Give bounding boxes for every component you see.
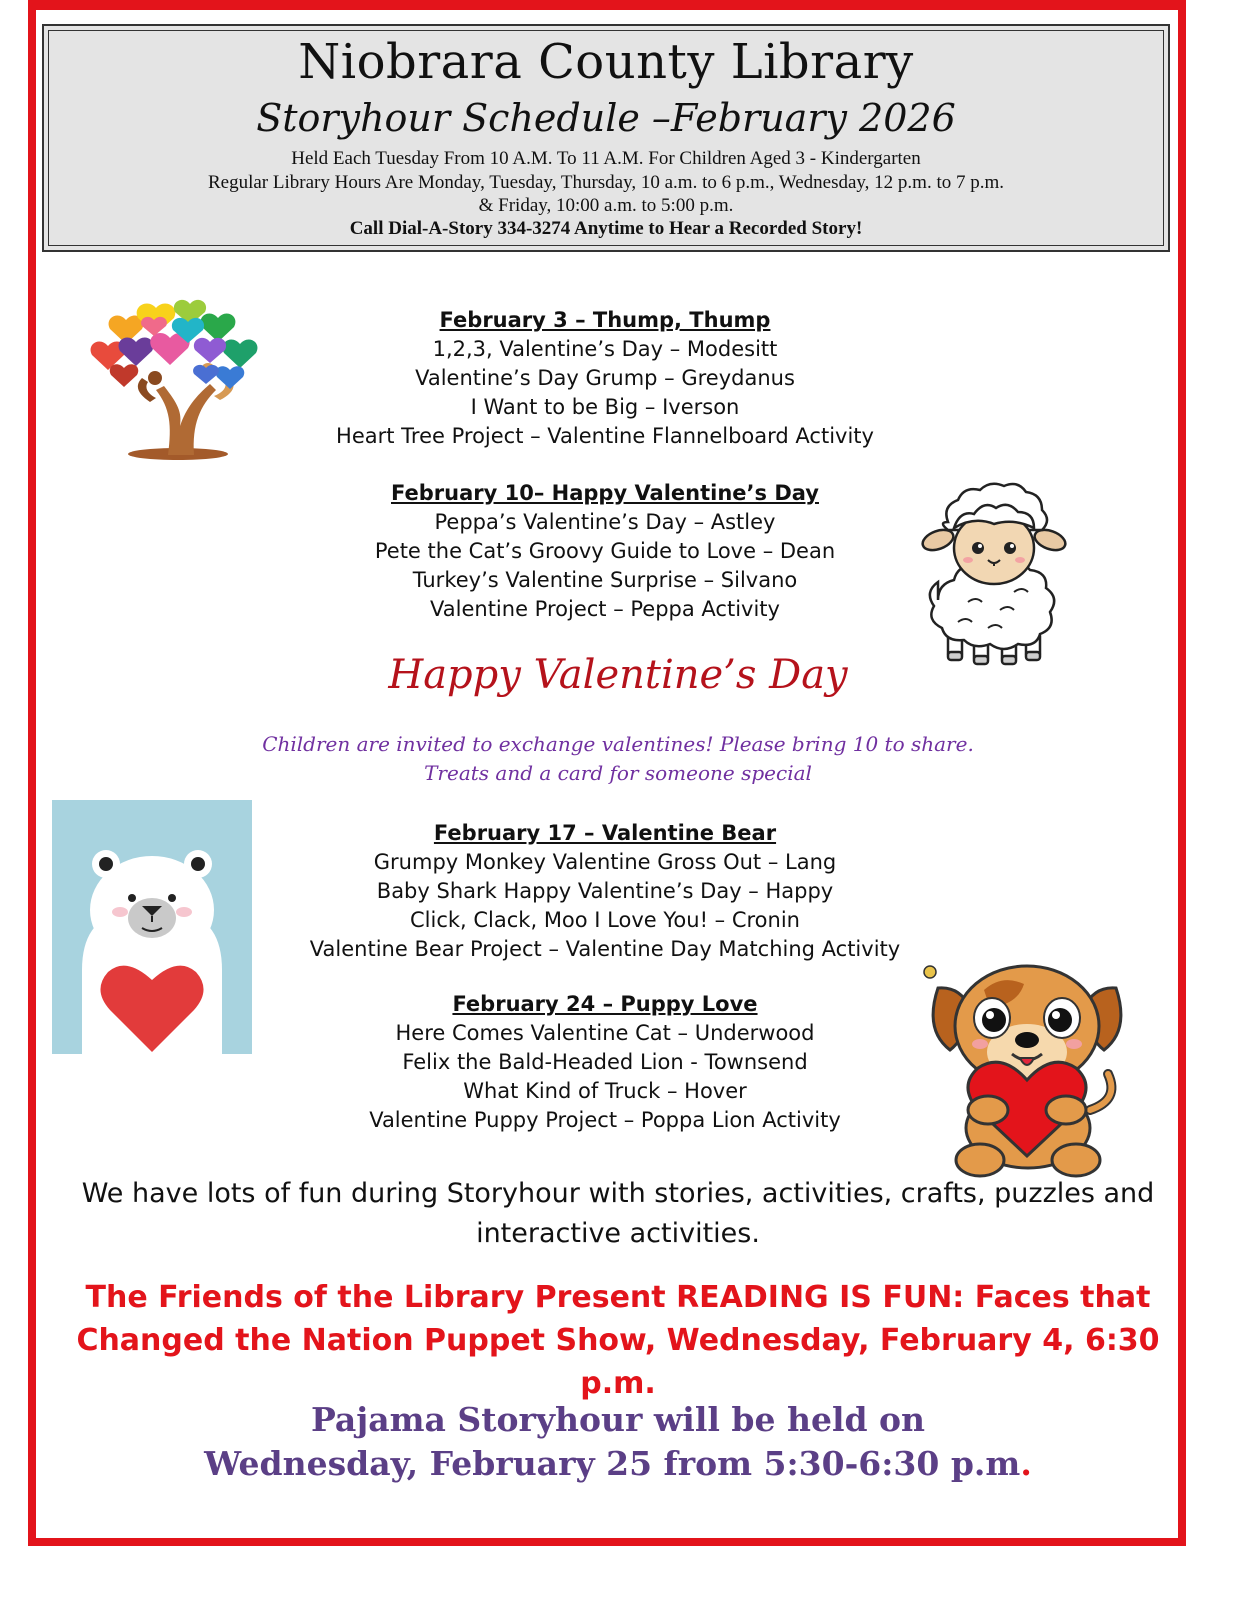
week-item: Baby Shark Happy Valentine’s Day – Happy <box>376 879 834 903</box>
header-line-3: & Friday, 10:00 a.m. to 5:00 p.m. <box>478 195 734 216</box>
friends-puppet-show: The Friends of the Library Present READING IS FUN: Faces that Changed the Nation Puppet Show, Wednesday, February 4, 6:30 p.m. <box>76 1280 1160 1401</box>
week-item: 1,2,3, Valentine’s Day – Modesitt <box>432 337 778 361</box>
week-item: Here Comes Valentine Cat – Underwood <box>395 1021 815 1045</box>
week-item: Peppa’s Valentine’s Day – Astley <box>434 510 776 534</box>
pajama-line-1: Pajama Storyhour will be held on <box>310 1400 926 1439</box>
happy-valentines-heading: Happy Valentine’s Day <box>388 652 848 698</box>
pajama-storyhour <box>40 1398 1196 1486</box>
week-item: I Want to be Big – Iverson <box>470 395 740 419</box>
week-title: February 3 – Thump, Thump <box>439 308 771 332</box>
week-feb-3 <box>250 306 960 451</box>
week-item: Grumpy Monkey Valentine Gross Out – Lang <box>373 850 837 874</box>
pajama-line-2-text: Wednesday, February 25 from 5:30-6:30 p.m <box>204 1444 1021 1483</box>
valentine-invite <box>0 730 1236 788</box>
header-line-1: Held Each Tuesday From 10 A.M. To 11 A.M. For Children Aged 3 - Kindergarten <box>291 148 921 169</box>
sheep-icon <box>918 482 1070 672</box>
week-item: Felix the Bald-Headed Lion - Townsend <box>402 1050 808 1074</box>
polar-bear-icon <box>52 800 252 1054</box>
week-feb-10 <box>250 479 960 624</box>
week-title: February 10– Happy Valentine’s Day <box>391 481 819 505</box>
week-item: Valentine Bear Project – Valentine Day Matching Activity <box>309 937 901 961</box>
pajama-line-2 <box>40 1442 1196 1486</box>
dial-a-story-line: Call Dial-A-Story 334-3274 Anytime to Hear a Recorded Story! <box>349 218 863 239</box>
week-title: February 24 – Puppy Love <box>452 992 758 1016</box>
week-title: February 17 – Valentine Bear <box>433 821 777 845</box>
week-item: What Kind of Truck – Hover <box>463 1079 747 1103</box>
invite-line-2: Treats and a card for someone special <box>424 761 812 785</box>
schedule-title: Storyhour Schedule –February 2026 <box>256 96 956 140</box>
week-feb-24 <box>250 990 960 1135</box>
pajama-end-punct: . <box>1020 1444 1032 1483</box>
invite-line-1: Children are invited to exchange valentines! Please bring 10 to share. <box>262 732 974 756</box>
library-title: Niobrara County Library <box>298 34 914 90</box>
week-item: Click, Clack, Moo I Love You! – Cronin <box>410 908 800 932</box>
fun-statement: We have lots of fun during Storyhour with stories, activities, crafts, puzzles and interactive activities. <box>81 1178 1155 1249</box>
week-item: Heart Tree Project – Valentine Flannelboard Activity <box>336 424 874 448</box>
heart-tree-icon <box>90 290 270 462</box>
week-item: Valentine’s Day Grump – Greydanus <box>415 366 795 390</box>
header-box <box>42 24 1170 252</box>
puppy-icon <box>920 960 1134 1180</box>
week-item: Pete the Cat’s Groovy Guide to Love – Dean <box>374 539 836 563</box>
week-item: Valentine Project – Peppa Activity <box>430 597 780 621</box>
header-line-2: Regular Library Hours Are Monday, Tuesday, Thursday, 10 a.m. to 6 p.m., Wednesday, 12 p.m. to 7 p.m. <box>207 172 1005 193</box>
week-item: Turkey’s Valentine Surprise – Silvano <box>412 568 798 592</box>
week-item: Valentine Puppy Project – Poppa Lion Activity <box>369 1108 841 1132</box>
week-feb-17 <box>250 819 960 964</box>
